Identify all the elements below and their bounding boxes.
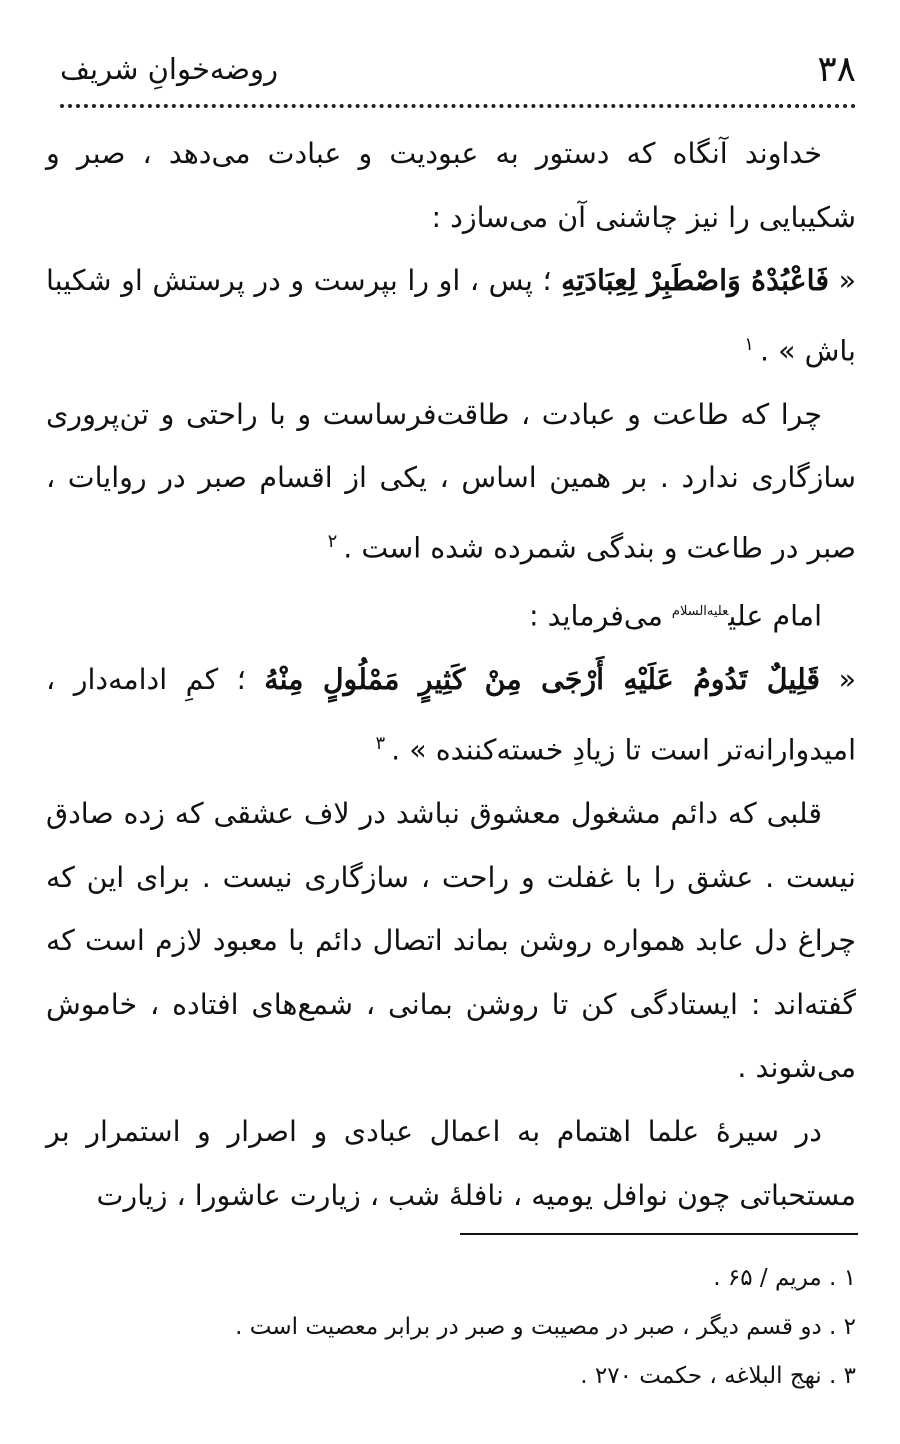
- honorific-glyph: علیه‌السلام: [671, 604, 729, 620]
- open-quote-2: «: [838, 663, 856, 697]
- paragraph-2-quran-quote: [46, 249, 856, 383]
- footnote-marker-3: ۳: [375, 732, 386, 754]
- verse-translation: ؛ پس ، او را بپرست و در پرستش او شکیبا باش » .: [46, 264, 856, 368]
- paragraph-3-text: چرا که طاعت و عبادت ، طاقت‌فرساست و با راحتی و تن‌پروری سازگاری ندارد . بر همین اساس ، یکی از اقسام صبر در روایات ، صبر در طاعت و بندگی شمرده شده است .: [46, 397, 856, 565]
- page-header: [60, 44, 856, 94]
- paragraph-3: [46, 383, 856, 580]
- footnote-marker-2: ۲: [327, 531, 338, 553]
- paragraph-1: خداوند آنگاه که دستور به عبودیت و عبادت می‌دهد ، صبر و شکیبایی را نیز چاشنی آن می‌سازد :: [46, 137, 856, 234]
- footnote-1: ۱ . مریم / ۶۵ .: [713, 1265, 856, 1291]
- paragraph-4: [46, 580, 856, 648]
- footnote-marker-1: ۱: [744, 333, 754, 355]
- paragraph-6: قلبی که دائم مشغول معشوق نباشد در لاف عشقی که زده صادق نیست . عشق را با غفلت و راحت ، سازگاری نیست . برای این که چراغ دل عابد همواره روشن بماند اتصال دائم با معبود لازم است که گفته‌اند : ایستادگی کن تا روشن بمانی ، شمع‌های افتاده ، خاموش می‌شوند .: [46, 796, 856, 1085]
- open-quote: «: [838, 264, 857, 298]
- footnote-3: ۳ . نهج البلاغه ، حکمت ۲۷۰ .: [580, 1363, 856, 1389]
- paragraph-7: در سیرهٔ علما اهتمام به اعمال عبادی و اصرار و استمرار بر مستحباتی چون نوافل یومیه ، نافلهٔ شب ، زیارت عاشورا ، زیارت: [46, 1114, 856, 1212]
- footnote-2: ۲ . دو قسم دیگر ، صبر در مصیبت و صبر در برابر معصیت است .: [235, 1314, 856, 1340]
- main-text: [46, 122, 856, 1227]
- paragraph-5-hadith-quote: [46, 648, 856, 782]
- quran-verse: فَاعْبُدْهُ وَاصْطَبِرْ لِعِبَادَتِهِ: [561, 263, 829, 298]
- footnotes: [46, 1254, 856, 1401]
- page-number: ۳۸: [817, 48, 856, 90]
- footnote-separator: [460, 1233, 858, 1235]
- says-text: می‌فرماید :: [528, 599, 663, 633]
- hadith-translation: ؛ کمِ ادامه‌دار ، امیدوارانه‌تر است تا زیادِ خسته‌کننده » .: [46, 663, 856, 767]
- imam-name: امام علی: [728, 599, 822, 633]
- header-dotted-divider: [60, 104, 856, 108]
- running-title: روضه‌خوانِ شریف: [60, 52, 279, 86]
- hadith-text: قَلِيلٌ تَدُومُ عَلَيْهِ أَرْجَى مِنْ كَثِيرٍ مَمْلُولٍ مِنْهُ: [264, 662, 821, 697]
